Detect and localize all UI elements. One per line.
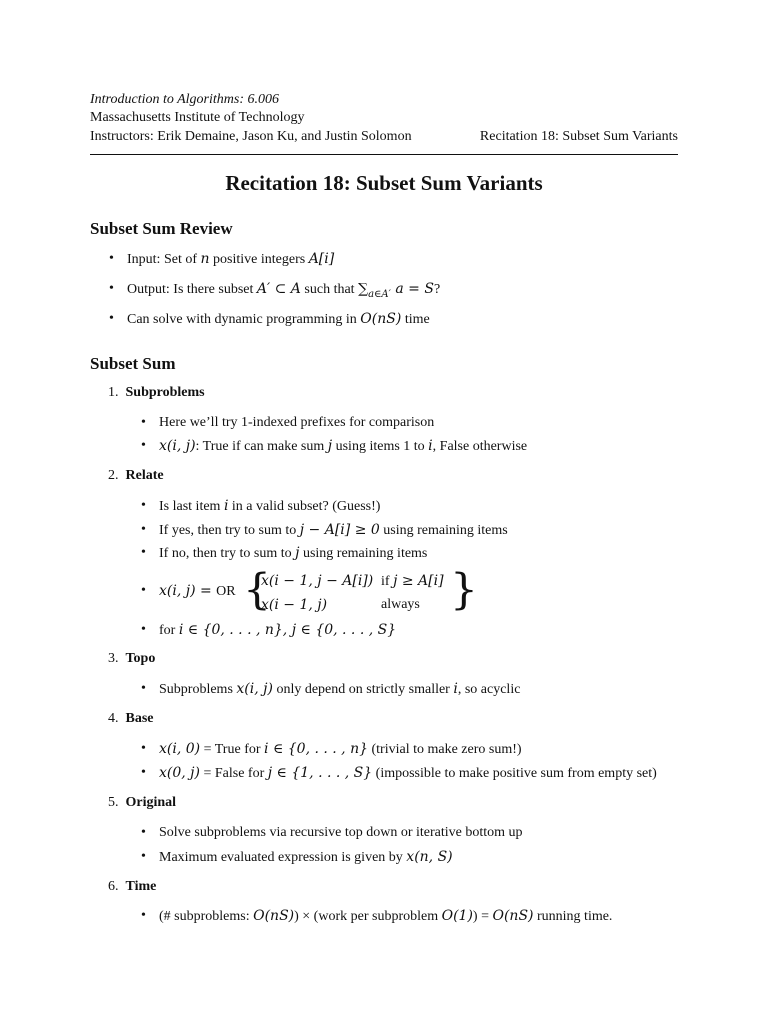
section-heading-subset-sum: Subset Sum (90, 354, 176, 373)
relate-bullet-3: • If no, then try to sum to j using remaining items (159, 545, 427, 563)
case-2-condition: always (381, 597, 420, 612)
step-relate: 2. Relate (108, 468, 164, 483)
relate-bullet-1: • Is last item i in a valid subset? (Guess!) (159, 498, 380, 516)
left-brace: { (243, 565, 271, 614)
relate-bullet-2: • If yes, then try to sum to j − A[i] ≥ 0 using remaining items (159, 522, 508, 540)
subproblems-bullet-2: • x(i, j): True if can make sum j using items 1 to i, False otherwise (159, 438, 527, 456)
section-heading-review: Subset Sum Review (90, 219, 233, 238)
base-bullet-2: • x(0, j) = False for j ∈ {1, . . . , S} (impossible to make positive sum from empty set) (159, 765, 657, 783)
topo-bullet: • Subproblems x(i, j) only depend on strictly smaller i, so acyclic (159, 681, 520, 699)
step-base: 4. Base (108, 711, 154, 726)
recitation-label: Recitation 18: Subset Sum Variants (479, 129, 678, 144)
case-2-expression: x(i − 1, j) (261, 597, 328, 613)
course-title: Introduction to Algorithms: 6.006 (90, 92, 279, 107)
review-output-bullet: • Output: Is there subset A′ ⊂ A such that $\sum_{a\in A'}$ a = S? (127, 281, 440, 301)
subproblems-bullet-1: • Here we’ll try 1-indexed prefixes for comparison (159, 415, 434, 432)
step-subproblems: 1. Subproblems (108, 385, 205, 400)
original-bullet-1: • Solve subproblems via recursive top down or iterative bottom up (159, 825, 523, 842)
instructors: Instructors: Erik Demaine, Jason Ku, and Justin Solomon (90, 129, 412, 144)
step-topo: 3. Topo (108, 651, 156, 666)
base-bullet-1: • x(i, 0) = True for i ∈ {0, . . . , n} (trivial to make zero sum!) (159, 741, 522, 759)
step-original: 5. Original (108, 795, 177, 810)
case-1-condition: if j ≥ A[i] (381, 573, 444, 589)
relate-recurrence: • x(i, j) = OR (159, 583, 236, 601)
header-rule (90, 154, 678, 155)
time-bullet: • (# subproblems: O(nS)) × (work per subproblem O(1)) = O(nS) running time. (159, 908, 612, 926)
page-title: Recitation 18: Subset Sum Variants (225, 171, 543, 195)
review-solve-bullet: • Can solve with dynamic programming in O(nS) time (127, 311, 430, 329)
right-brace: } (450, 565, 478, 614)
relate-bullet-domain: • for i ∈ {0, . . . , n}, j ∈ {0, . . . , S} (159, 622, 396, 640)
step-time: 6. Time (108, 879, 157, 894)
original-bullet-2: • Maximum evaluated expression is given by x(n, S) (159, 849, 453, 867)
review-input-bullet: • Input: Set of n positive integers A[i] (127, 251, 334, 269)
institution: Massachusetts Institute of Technology (90, 110, 305, 125)
case-1-expression: x(i − 1, j − A[i]) (261, 573, 374, 589)
